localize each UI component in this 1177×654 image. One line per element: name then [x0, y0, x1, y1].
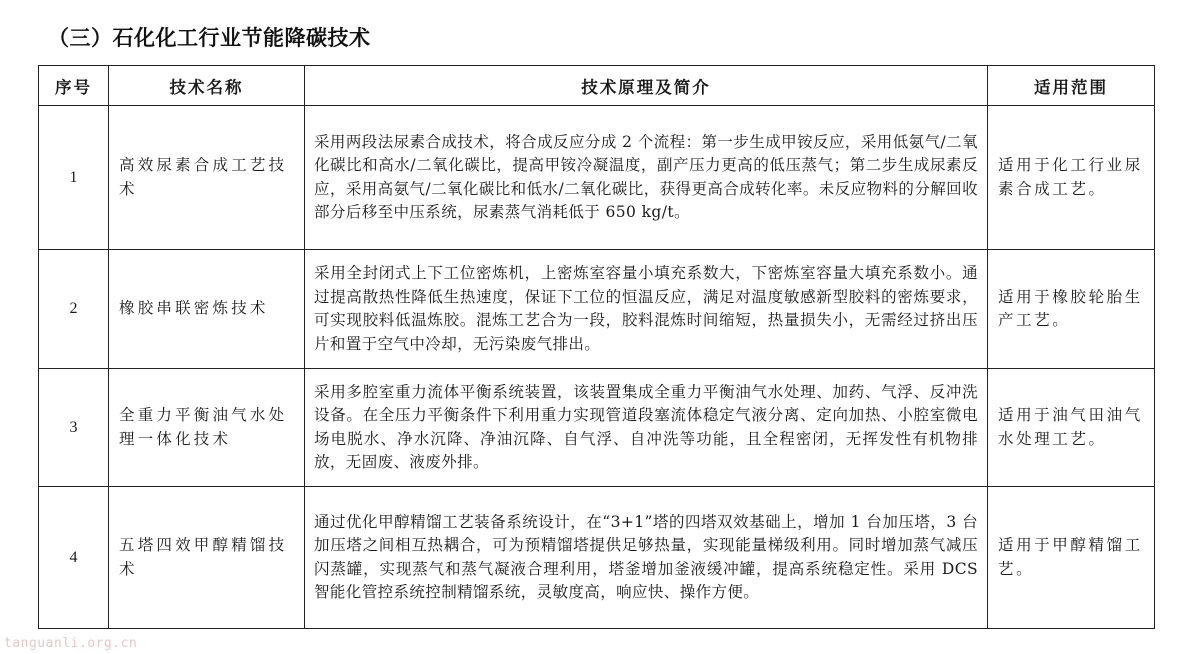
header-desc: 技术原理及简介	[305, 66, 988, 106]
header-scope: 适用范围	[988, 66, 1155, 106]
table-header-row	[39, 66, 1155, 106]
tech-name: 橡胶串联密炼技术	[109, 250, 305, 369]
tech-name: 五塔四效甲醇精馏技术	[109, 487, 305, 629]
tech-scope: 适用于橡胶轮胎生产工艺。	[988, 250, 1155, 369]
technology-table	[38, 65, 1155, 629]
table-row	[39, 250, 1155, 369]
row-number: 3	[39, 369, 109, 487]
table-row	[39, 106, 1155, 250]
section-heading: （三）石化化工行业节能降碳技术	[48, 26, 371, 50]
tech-scope: 适用于化工行业尿素合成工艺。	[988, 106, 1155, 250]
tech-name: 高效尿素合成工艺技术	[109, 106, 305, 250]
row-number: 4	[39, 487, 109, 629]
header-no: 序号	[39, 66, 109, 106]
row-number: 1	[39, 106, 109, 250]
row-number: 2	[39, 250, 109, 369]
header-name: 技术名称	[109, 66, 305, 106]
tech-description: 通过优化甲醇精馏工艺装备系统设计，在“3+1”塔的四塔双效基础上，增加 1 台加压塔，3 台加压塔之间相互热耦合，可为预精馏塔提供足够热量，实现能量梯级利用。同时增加蒸气减压闪蒸罐，实现蒸气和蒸气凝液合理利用，塔釜增加釜液缓冲罐，提高系统稳定性。采用 DCS 智能化管控系统控制精馏系统，灵敏度高，响应快、操作方便。	[305, 487, 988, 629]
table-row	[39, 369, 1155, 487]
tech-scope: 适用于甲醇精馏工艺。	[988, 487, 1155, 629]
tech-description: 采用全封闭式上下工位密炼机，上密炼室容量小填充系数大，下密炼室容量大填充系数小。通过提高散热性降低生热速度，保证下工位的恒温反应，满足对温度敏感新型胶料的密炼要求，可实现胶料低温炼胶。混炼工艺合为一段，胶料混炼时间缩短，热量损失小，无需经过挤出压片和置于空气中冷却，无污染废气排出。	[305, 250, 988, 369]
table-row	[39, 487, 1155, 629]
tech-description: 采用多腔室重力流体平衡系统装置，该装置集成全重力平衡油气水处理、加药、气浮、反冲洗设备。在全压力平衡条件下利用重力实现管道段塞流体稳定气液分离、定向加热、小腔室微电场电脱水、净水沉降、净油沉降、自气浮、自冲洗等功能，且全程密闭，无挥发性有机物排放，无固废、液废外排。	[305, 369, 988, 487]
tech-name: 全重力平衡油气水处理一体化技术	[109, 369, 305, 487]
tech-description: 采用两段法尿素合成技术，将合成反应分成 2 个流程：第一步生成甲铵反应，采用低氨气/二氧化碳比和高水/二氧化碳比，提高甲铵冷凝温度，副产压力更高的低压蒸气；第二步生成尿素反应，采用高氨气/二氧化碳比和低水/二氧化碳比，获得更高合成转化率。未反应物料的分解回收部分后移至中压系统，尿素蒸气消耗低于 650 kg/t。	[305, 106, 988, 250]
site-watermark: tanguanli.org.cn	[4, 636, 138, 651]
tech-scope: 适用于油气田油气水处理工艺。	[988, 369, 1155, 487]
